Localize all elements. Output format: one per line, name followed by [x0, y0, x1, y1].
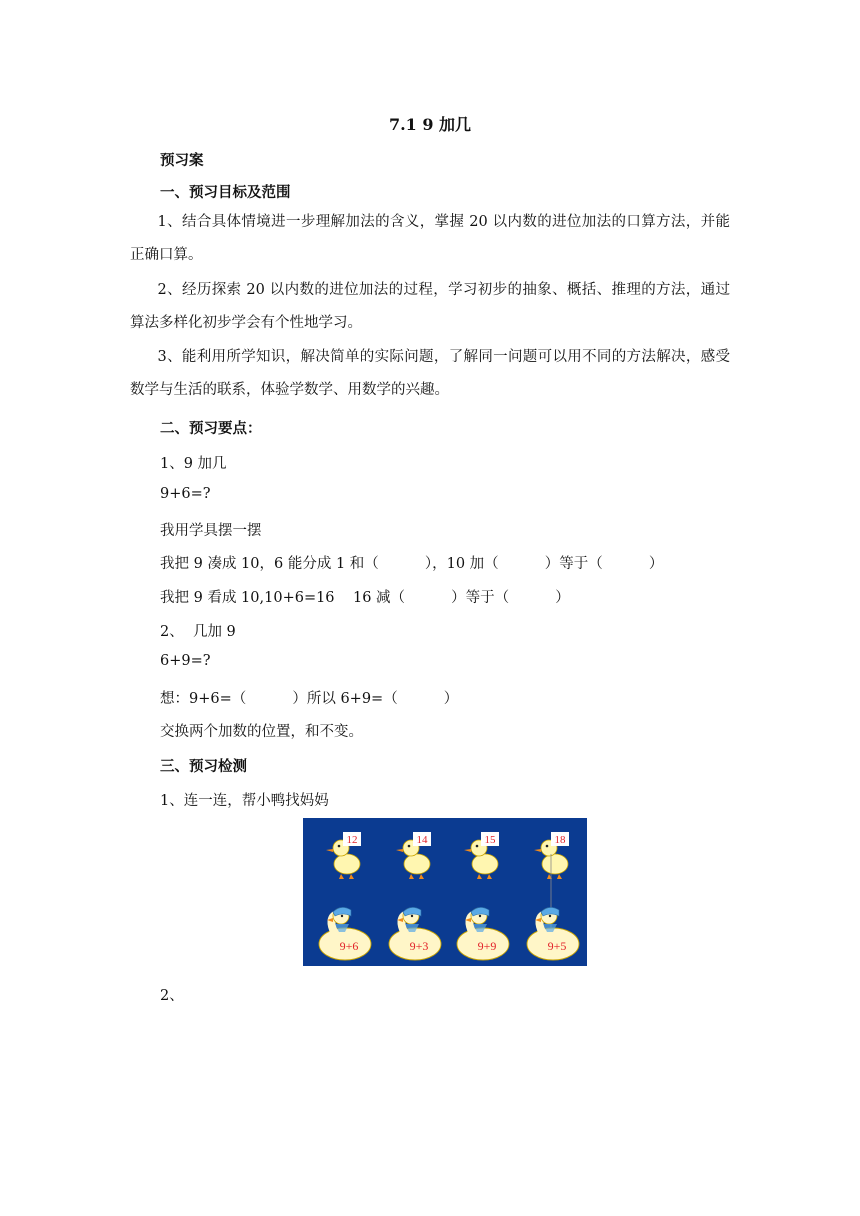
mother-duck-1[interactable]	[319, 907, 371, 960]
sub2-equation: 6+9=?	[160, 653, 211, 669]
sub1-fill-line-1: 我把 9 凑成 10，6 能分成 1 和（ ），10 加（ ）等于（ ）	[160, 556, 664, 572]
duckling-group	[326, 832, 569, 879]
mother-group	[319, 907, 579, 960]
sub2-fill-line: 想：9+6=（ ）所以 6+9=（ ）	[160, 691, 459, 707]
mother-label: 9+9	[477, 939, 497, 953]
duckling-2[interactable]	[396, 832, 431, 879]
part2-heading: 二、预习要点：	[160, 420, 262, 437]
duckling-1[interactable]	[326, 832, 361, 879]
sub1-title: 1、9 加几	[160, 456, 227, 472]
mother-label: 9+6	[339, 939, 359, 953]
sub1-hint: 我用学具摆一摆	[160, 523, 262, 539]
part3-heading: 三、预习检测	[160, 758, 247, 775]
part1-heading: 一、预习目标及范围	[160, 184, 291, 201]
duck-matching-illustration	[303, 818, 587, 966]
goal-item-1: 1、结合具体情境进一步理解加法的含义，掌握 20 以内数的进位加法的口算方法，并能正确口算。	[130, 214, 730, 263]
check-item-1: 1、连一连，帮小鸭找妈妈	[160, 793, 329, 809]
duckling-3[interactable]	[464, 832, 499, 879]
duckling-label: 12	[346, 834, 358, 846]
sub2-title: 2、 几加 9	[160, 624, 236, 640]
sub1-fill-line-2: 我把 9 看成 10,10+6=16 16 减（ ）等于（ ）	[160, 590, 570, 606]
duckling-4[interactable]	[534, 832, 569, 879]
page-title: 7.1 9 加几	[388, 115, 472, 134]
duckling-label: 15	[484, 834, 496, 846]
sub2-note: 交换两个加数的位置，和不变。	[160, 724, 363, 740]
goal-item-2: 2、经历探索 20 以内数的进位加法的过程，学习初步的抽象、概括、推理的方法，通过算法多样化初步学会有个性地学习。	[130, 282, 730, 331]
check-item-2: 2、	[160, 988, 184, 1004]
mother-duck-2[interactable]	[389, 907, 441, 960]
mother-label: 9+5	[547, 939, 567, 953]
sub1-equation: 9+6=?	[160, 486, 211, 502]
mother-duck-4[interactable]	[527, 907, 579, 960]
duckling-label: 14	[416, 834, 428, 846]
section-preview-heading: 预习案	[160, 152, 204, 169]
duckling-label: 18	[554, 834, 566, 846]
goal-item-3: 3、能利用所学知识，解决简单的实际问题，了解同一问题可以用不同的方法解决，感受数学与生活的联系，体验学数学、用数学的兴趣。	[130, 349, 730, 398]
duck-matching-figure	[303, 818, 587, 966]
mother-duck-3[interactable]	[457, 907, 509, 960]
mother-label: 9+3	[409, 939, 429, 953]
